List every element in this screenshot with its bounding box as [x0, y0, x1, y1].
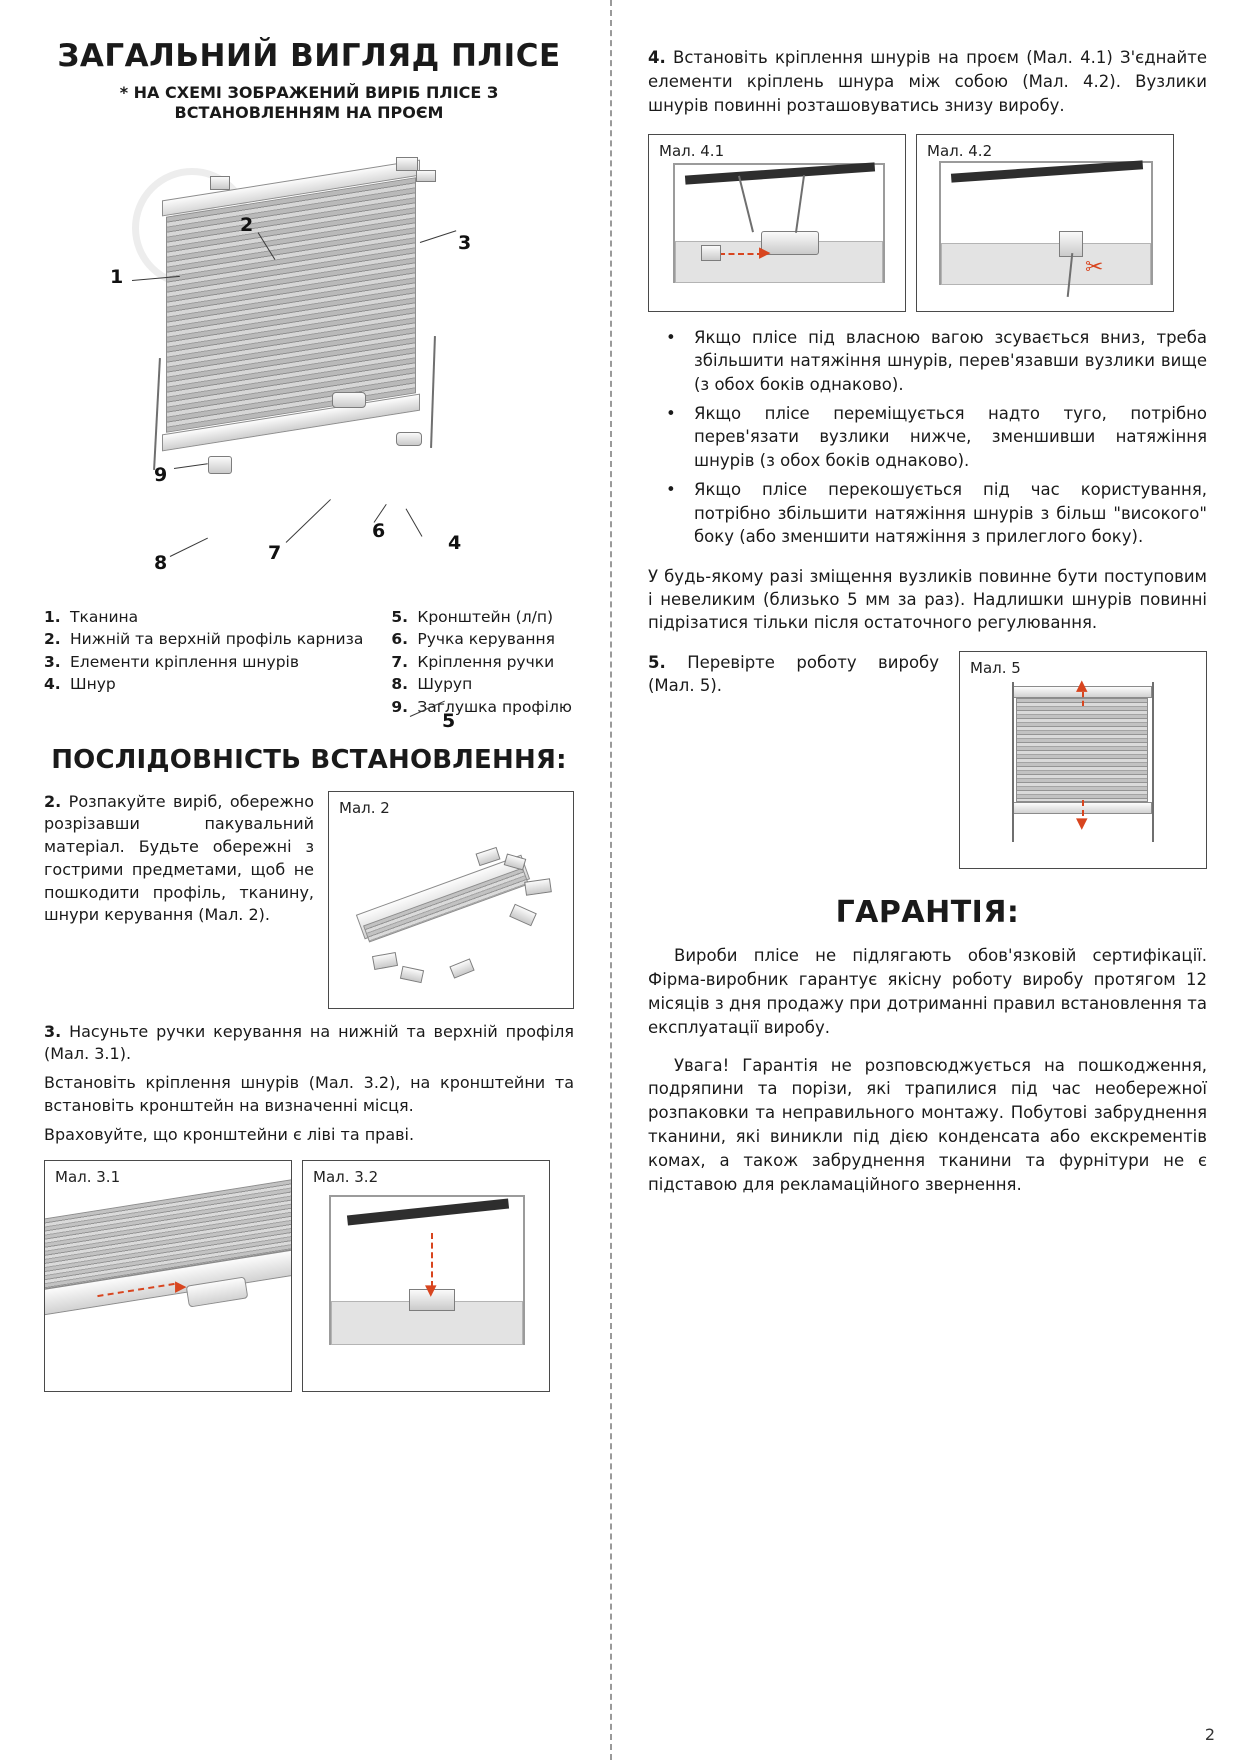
callout-7: 7 — [268, 541, 282, 564]
figure-4-1 — [648, 134, 906, 312]
list-item — [44, 628, 363, 651]
attach-arrow: ▶ — [759, 242, 771, 261]
legend-num: 8. — [391, 675, 409, 694]
step-4-number: 4. — [648, 48, 666, 67]
list-item — [648, 402, 1207, 472]
loose-part-7 — [449, 958, 474, 978]
mount-position-dash — [431, 1233, 433, 1287]
figure-3-1 — [44, 1160, 292, 1392]
legend-text: Тканина — [70, 607, 139, 626]
list-item — [44, 673, 363, 696]
legend-text: Шуруп — [417, 675, 473, 694]
list-item — [391, 696, 572, 719]
step-4-text: Встановіть кріплення шнурів на проєм (Мал. 4.1) З'єднайте елементи кріплень шнура між собою (Мал. 4.2). Вузлики шнурів повинні розташовуватись знизу виробу. — [648, 48, 1207, 115]
handle-top — [332, 392, 366, 408]
figures-4 — [648, 134, 1207, 312]
figure-5 — [959, 651, 1207, 869]
legend-text: Елементи кріплення шнурів — [70, 652, 300, 671]
callout-2: 2 — [240, 213, 254, 236]
legend — [44, 606, 574, 719]
step-2 — [44, 791, 574, 1009]
bullet-text: Якщо пліcе перекошується під час користування, потрібно збільшити натяжіння шнурів з більш "високого" боку (або зменшити натяжіння з прилеглого боку). — [694, 480, 1207, 547]
warranty-paragraph-1: Вироби пліcе не підлягають обов'язковій сертифікації. Фірма-виробник гарантує якісну роботу виробу протягом 12 місяців з дня продажу при дотриманні правил встановлення та експлуатації виробу. — [648, 945, 1207, 1037]
step-5-number: 5. — [648, 652, 666, 672]
cord-right — [430, 336, 436, 448]
callout-6: 6 — [372, 519, 386, 542]
cord-clip — [701, 245, 721, 261]
right-column — [612, 0, 1245, 1760]
legend-text: Шнур — [70, 675, 116, 694]
bracket-top-right — [396, 157, 418, 171]
leader-7 — [286, 499, 331, 543]
list-item — [44, 606, 363, 629]
legend-num: 4. — [44, 675, 61, 694]
adjustment-note: У будь-якому разі зміщення вузликів повинне бути поступовим і невеликим (близько 5 мм за раз). Надлишки шнурів повинні підрізатися тільки після остаточного регулювання. — [648, 566, 1207, 633]
list-item — [391, 651, 572, 674]
step-2-text — [44, 791, 314, 927]
loose-part-3 — [524, 878, 552, 895]
bracket-top-right-2 — [416, 170, 436, 182]
list-item — [391, 628, 572, 651]
handle-bottom — [396, 432, 422, 446]
callout-3: 3 — [458, 231, 472, 254]
mount-position-arrow: ▼ — [425, 1281, 437, 1300]
step-5-text — [648, 651, 939, 698]
figure-5-label: Мал. 5 — [970, 658, 1021, 677]
list-item — [648, 326, 1207, 396]
list-item — [44, 651, 363, 674]
list-item — [648, 478, 1207, 548]
legend-num: 5. — [391, 607, 409, 626]
callout-9: 9 — [154, 463, 168, 486]
warranty-paragraph-2: Увага! Гарантія не розповсюджується на пошкодження, подряпини та порізи, які трапилися під час необережної розпаковки та неправильного монтажу. Побутові забруднення тканини, які виникли під дією конденсата або екскрементів комах, а також забруднення тканини та фурнітури не є підставою для рекламаційного звернення. — [648, 1055, 1207, 1195]
step-5-body: Перевірте роботу виробу (Мал. 5). — [648, 652, 939, 696]
bracket-top-left — [210, 176, 230, 190]
figure-2 — [328, 791, 574, 1009]
page-title: ЗАГАЛЬНИЙ ВИГЛЯД ПЛІСЕ — [57, 38, 561, 74]
legend-text: Нижній та верхній профіль карниза — [70, 630, 364, 649]
warranty-title: ГАРАНТІЯ: — [835, 894, 1020, 930]
insert-direction-arrow: ▶ — [175, 1277, 187, 1296]
left-column — [0, 0, 610, 1760]
legend-column-right — [391, 606, 572, 719]
step-3-text — [44, 1021, 574, 1066]
list-item — [391, 673, 572, 696]
leader-4 — [406, 508, 423, 536]
bullet-text: Якщо пліcе переміщується надто туго, потрібно перев'язати вузлики нижче, зменшивши натяжіння шнурів (з обох боків однаково). — [694, 404, 1207, 470]
fabric — [166, 177, 416, 433]
list-item — [391, 606, 572, 629]
step-3-line1: Насуньте ручки керування на нижній та верхній профіля (Мал. 3.1). — [44, 1021, 574, 1064]
step-5 — [648, 651, 1207, 869]
loose-part-4 — [509, 903, 537, 926]
callout-8: 8 — [154, 551, 168, 574]
figure-4-1-label: Мал. 4.1 — [659, 141, 725, 160]
figure-5-arrow-down: ▼ — [1076, 813, 1088, 832]
callout-5: 5 — [442, 709, 456, 732]
loose-part-5 — [372, 952, 398, 970]
legend-text: Кріплення ручки — [417, 652, 555, 671]
bullet-marker: • — [666, 480, 676, 500]
figure-4-2 — [916, 134, 1174, 312]
legend-text: Заглушка профілю — [417, 698, 572, 717]
step-2-body: Розпакуйте виріб, обережно розрізавши пакувальний матеріал. Будьте обережні з гострими предметами, щоб не пошкодити профіль, тканину, шнури керування (Мал. 2). — [44, 791, 315, 925]
figure-5-arrow-up: ▲ — [1076, 675, 1088, 694]
attach-dash — [719, 253, 763, 255]
legend-num: 6. — [391, 630, 409, 649]
bullet-marker: • — [666, 327, 676, 347]
figure-5-cord-right — [1152, 682, 1154, 842]
figure-2-label: Мал. 2 — [339, 798, 390, 817]
callout-4: 4 — [448, 531, 462, 554]
figure-3-2 — [302, 1160, 550, 1392]
bullet-text: Якщо пліcе під власною вагою зсувається вниз, треба збільшити натяжіння шнурів, перев'язавши вузлики вище (з обох боків однаково). — [694, 327, 1207, 394]
figure-5-cord-left — [1012, 682, 1014, 842]
step-3-line3: Враховуйте, що кронштейни є ліві та праві. — [44, 1124, 415, 1144]
window-sill — [941, 243, 1151, 285]
leader-8 — [170, 537, 208, 556]
end-cap — [208, 456, 232, 474]
legend-num: 1. — [44, 607, 61, 626]
figure-4-2-label: Мал. 4.2 — [927, 141, 993, 160]
figure-3-1-label: Мал. 3.1 — [55, 1168, 121, 1187]
legend-text: Ручка керування — [417, 630, 555, 649]
legend-column-left — [44, 606, 363, 719]
legend-num: 2. — [44, 630, 61, 649]
figures-3 — [44, 1160, 574, 1392]
step-3-line2: Встановіть кріплення шнурів (Мал. 3.2), на кронштейни та встановіть кронштейн на визначенні місця. — [44, 1073, 574, 1115]
step-2-number: 2. — [44, 791, 62, 811]
figure-3-2-label: Мал. 3.2 — [313, 1168, 379, 1187]
scissors-icon: ✂ — [1085, 254, 1104, 280]
loose-part-6 — [400, 965, 424, 982]
sequence-title: ПОСЛІДОВНІСТЬ ВСТАНОВЛЕННЯ: — [51, 744, 567, 775]
bullet-marker: • — [666, 404, 676, 424]
page-subtitle: * НА СХЕМІ ЗОБРАЖЕНИЙ ВИРІБ ПЛІСЕ З ВСТАНОВЛЕННЯМ НА ПРОЄМ — [119, 82, 499, 123]
step-3-number: 3. — [44, 1021, 62, 1041]
legend-text: Кронштейн (л/п) — [417, 607, 554, 626]
legend-num: 7. — [391, 652, 409, 671]
figure-5-dash-up — [1082, 692, 1084, 706]
legend-num: 3. — [44, 652, 61, 671]
leader-3 — [420, 230, 456, 243]
figure-5-fabric — [1016, 698, 1148, 802]
blind-illustration — [162, 159, 420, 468]
step-4 — [648, 46, 1207, 118]
cord-left — [153, 358, 161, 470]
callout-1: 1 — [110, 265, 124, 288]
legend-num: 9. — [391, 698, 409, 717]
adjustment-bullets — [648, 326, 1207, 549]
page-number: 2 — [1204, 1725, 1215, 1744]
